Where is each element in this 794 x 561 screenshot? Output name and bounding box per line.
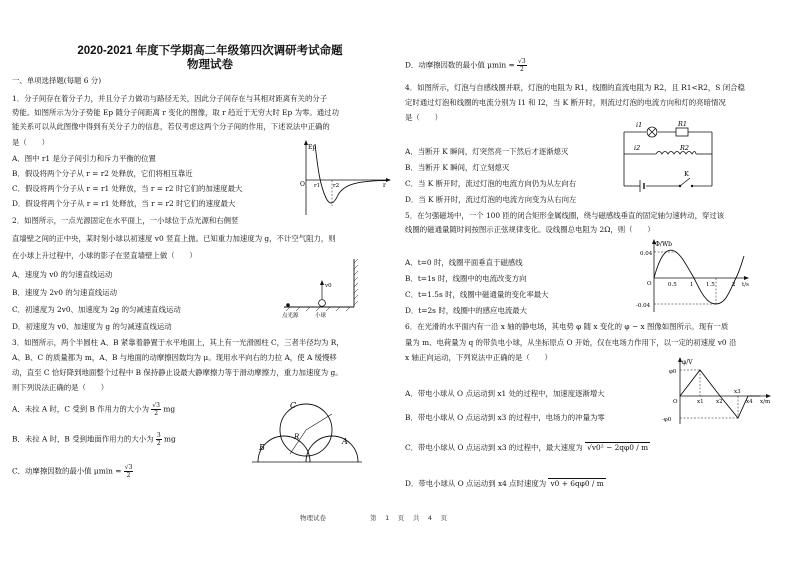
q3-stem-3: 动，直至 C 恰好降到地面整个过程中 B 保持静止设最大静摩擦力等于滑动摩擦力，重力加速度为 g。 (12, 368, 343, 377)
ball-icon (319, 300, 326, 307)
q3-d-text: D．动摩擦因数的最小值 μmin = (405, 60, 515, 70)
q3-fig-a: A (342, 437, 348, 446)
q1-fig-r: r (383, 182, 386, 189)
q2-stem-1: 2．如图所示，一点光源固定在水平面上，一小球位于点光源和右侧竖 (12, 216, 239, 225)
q5-flux-figure (636, 238, 755, 316)
q2-fig-v0: v0 (325, 283, 332, 289)
q5-fig-origin: O (647, 281, 652, 287)
q6-stem-3: x 轴正向运动，下列说法中正确的是（ ） (405, 353, 552, 362)
q1-fig-r2: r2 (333, 183, 340, 189)
q4-stem-1: 4．如图所示，灯泡与自感线圈并联，灯泡的电阻为 R1，线圈的直流电阻为 R2，且 R1<R2，S 闭合稳 (405, 83, 745, 92)
q6-d-radical: v0 + 6qφ0 / m (550, 479, 604, 488)
q3-option-b (12, 432, 176, 447)
q6-fig-origin: O (673, 399, 678, 405)
q6-fig-nphi0: -φ0 (662, 417, 672, 423)
q4-option-b: B．当断开 K 瞬间，灯立刻熄灭 (405, 163, 510, 172)
q2-fig-ball: 小球 (315, 313, 327, 319)
q2-option-c: C．初速度为 2v0、加速度为 2g 的匀减速直线运动 (12, 305, 181, 314)
q6-stem-2: 量为 m、电荷量为 q 的带负电小球，从坐标原点 O 开始，仅在电场力作用下，以一定的初速度 v0 沿 (405, 338, 737, 347)
q3-fig-b: B (259, 443, 265, 452)
q5-option-a: A．t=0 时，线圈平面垂直于磁感线 (405, 258, 523, 267)
q5-fig-ylabel: Φ/Wb (655, 241, 672, 248)
q5-option-c: C．t=1.5s 时，线圈中磁通量的变化率最大 (405, 290, 549, 299)
q1-potential-energy-figure (298, 140, 393, 220)
q2-option-a: A．速度为 v0 的匀速直线运动 (12, 270, 113, 279)
q1-fig-origin: O (300, 181, 305, 188)
q3-option-c (12, 464, 133, 479)
q3-b-fraction: $\frac{3}{2}$ (156, 432, 161, 447)
q5-fig-bottom: -0.04 (636, 303, 651, 309)
q3-option-d (405, 58, 527, 73)
q5-fig-tick-3: 2 (732, 282, 736, 288)
q1-stem-4: 是（ ） (12, 138, 49, 147)
q2-option-d: D．初速度为 v0、加速度为 g 的匀减速直线运动 (12, 322, 172, 331)
q6-fig-x1: x1 (697, 399, 704, 405)
q6-option-d (405, 478, 606, 489)
q2-stem-2: 直墙壁之间的正中央，某时刻小球以初速度 v0 竖直上抛。已知重力加速度为 g，不计空气阻力，则 (12, 234, 336, 243)
q6-potential-figure (662, 356, 780, 428)
q5-stem-2: 线圈的磁通量随时间按图示正弦规律变化。设线圈总电阻为 2Ω，则（ ） (405, 225, 655, 234)
q6-c-text: C．带电小球从 O 点运动到 x3 的过程中，最大速度为 (405, 443, 583, 452)
q4-option-d: D．当 K 断开时，流过灯泡的电流方向变为从右向左 (405, 195, 577, 204)
q3-option-a (12, 402, 175, 417)
q5-fig-tick-0: 0.5 (668, 282, 677, 288)
q1-stem-2: 势能。如图所示为分子势能 Ep 随分子间距离 r 变化的图像，取 r 趋近于无穷大时 Ep 为零。通过功 (12, 108, 339, 117)
q3-b-unit: mg (164, 434, 176, 444)
q1-option-a: A．图中 r1 是分子间引力和斥力平衡的位置 (12, 154, 156, 163)
q1-option-d: D．假设将两个分子从 r = r1 处释放，当 r = r2 时它们的速度最大 (12, 199, 236, 208)
q2-fig-source: 点光源 (282, 313, 299, 319)
q4-fig-i1: i1 (636, 121, 643, 129)
q3-cylinders-figure (250, 392, 370, 472)
exam-title (60, 44, 360, 72)
q3-stem-2: A、B、C 的质量都为 m，A、B 与地面的动摩擦因数均为 μ。现用水平向右的力拉 A，使 A 缓慢移 (12, 353, 337, 362)
section-heading: 一、单项选择题(每题 6 分) (12, 76, 102, 85)
q1-option-b: B．假设将两个分子从 r = r2 处释放，它们将相互靠近 (12, 169, 193, 178)
q3-c-text: C．动摩擦因数的最小值 μmin = (12, 466, 122, 476)
q5-fig-tick-2: 1.5 (706, 282, 715, 288)
q4-option-c: C．当 K 断开时，流过灯泡的电流方向仍为从左向右 (405, 179, 577, 188)
q1-option-c: C．假设将两个分子从 r = r1 处释放，当 r = r2 时它们的加速度最大 (12, 184, 243, 193)
q4-fig-r2: R2 (680, 144, 690, 152)
q5-fig-tick-1: 1 (690, 282, 694, 288)
q6-d-text: D．带电小球从 O 点运动到 x4 点时速度为 (405, 479, 547, 488)
q6-stem-1: 6．在光滑的水平面内有一沿 x 轴的静电场，其电势 φ 随 x 变化的 φ − x 图像如图所示。现有一质 (405, 322, 729, 331)
q6-fig-x4: x4 (746, 399, 753, 405)
q1-fig-ylabel: Ep (308, 144, 317, 151)
title-line1: 2020-2021 年度下学期高二年级第四次调研考试命题 (77, 45, 343, 57)
q4-circuit-figure (618, 118, 718, 196)
q6-c-radical: √v0² − 2qφ0 / m (587, 443, 649, 452)
q2-shadow-figure (282, 255, 372, 320)
q1-stem-1: 1．分子间存在着分子力，并且分子力做功与路径无关，因此分子间存在与其相对距离有关的分子 (12, 94, 328, 103)
q4-fig-i2: i2 (634, 144, 641, 152)
q4-fig-r1: R1 (678, 120, 688, 128)
q3-b-text: B．未拉 A 时，B 受到地面作用力的大小为 (12, 434, 154, 444)
q4-fig-k: K (684, 170, 689, 178)
q6-option-c (405, 442, 650, 453)
light-source-dot (286, 303, 290, 307)
q3-stem-1: 3．如图所示，两个半圆柱 A、B 紧靠着静置于水平地面上，其上有一光滑圆柱 C，三者半径均为 R， (12, 338, 344, 347)
q6-fig-x2: x2 (716, 399, 723, 405)
q3-c-fraction: $\frac{√3}{2}$ (124, 464, 133, 479)
q4-option-a: A．当断开 K 瞬间，灯突然亮一下然后才逐渐熄灭 (405, 147, 569, 156)
q6-fig-ylabel: φ/V (682, 359, 693, 366)
q6-option-a: A．带电小球从 O 点运动到 x1 处的过程中，加速度逐渐增大 (405, 389, 605, 398)
q6-fig-phi0: φ0 (669, 369, 677, 375)
q2-stem-3: 在小球上升过程中，小球的影子在竖直墙壁上做（ ） (12, 251, 197, 260)
q1-stem-3: 能关系可以从此图像中得到有关分子力的信息，若仅考虑这两个分子间的作用，下述说法中正确的 (12, 122, 330, 131)
q3-a-fraction: $\frac{√3}{2}$ (152, 402, 160, 417)
q4-stem-3: 是（ ） (405, 113, 442, 122)
q3-stem-4: 则下列说法正确的是（ ） (12, 383, 109, 392)
q3-d-fraction: $\frac{√3}{2}$ (518, 58, 526, 73)
q4-stem-2: 定时通过灯泡和线圈的电流分别为 I1 和 I2，当 K 断开时，则流过灯泡的电流方向和灯的亮暗情况 (405, 98, 726, 107)
q5-fig-top: 0.04 (640, 251, 653, 257)
q3-a-unit: mg (163, 404, 176, 414)
q6-fig-x3: x3 (734, 389, 741, 395)
q5-stem-1: 5．在匀强磁场中，一个 100 匝的闭合矩形金属线圈，绕与磁感线垂直的固定轴匀速转动，穿过该 (405, 211, 725, 220)
q3-a-text: A．未拉 A 时，C 受到 B 作用力的大小为 (12, 404, 149, 414)
q3-fig-c: C (290, 401, 297, 410)
q6-option-b: B．带电小球从 O 点运动到 x3 的过程中，电场力的冲量为零 (405, 413, 605, 422)
q3-fig-r: R (294, 433, 300, 441)
q1-fig-r1: r1 (314, 183, 321, 189)
q5-option-d: D．t=2s 时，线圈中的感应电流最大 (405, 306, 528, 315)
q2-option-b: B．速度为 2v0 的匀速直线运动 (12, 288, 118, 297)
title-line2: 物理试卷 (187, 59, 233, 71)
footer-page: 第 1 页 共 4 页 (370, 514, 448, 522)
q6-fig-xlabel: x/m (760, 399, 771, 405)
footer-subject: 物理试卷 (300, 514, 326, 522)
q5-option-b: B．t=1s 时，线圈中的电流改变方向 (405, 274, 527, 283)
q5-fig-xlabel: t/s (742, 282, 749, 288)
